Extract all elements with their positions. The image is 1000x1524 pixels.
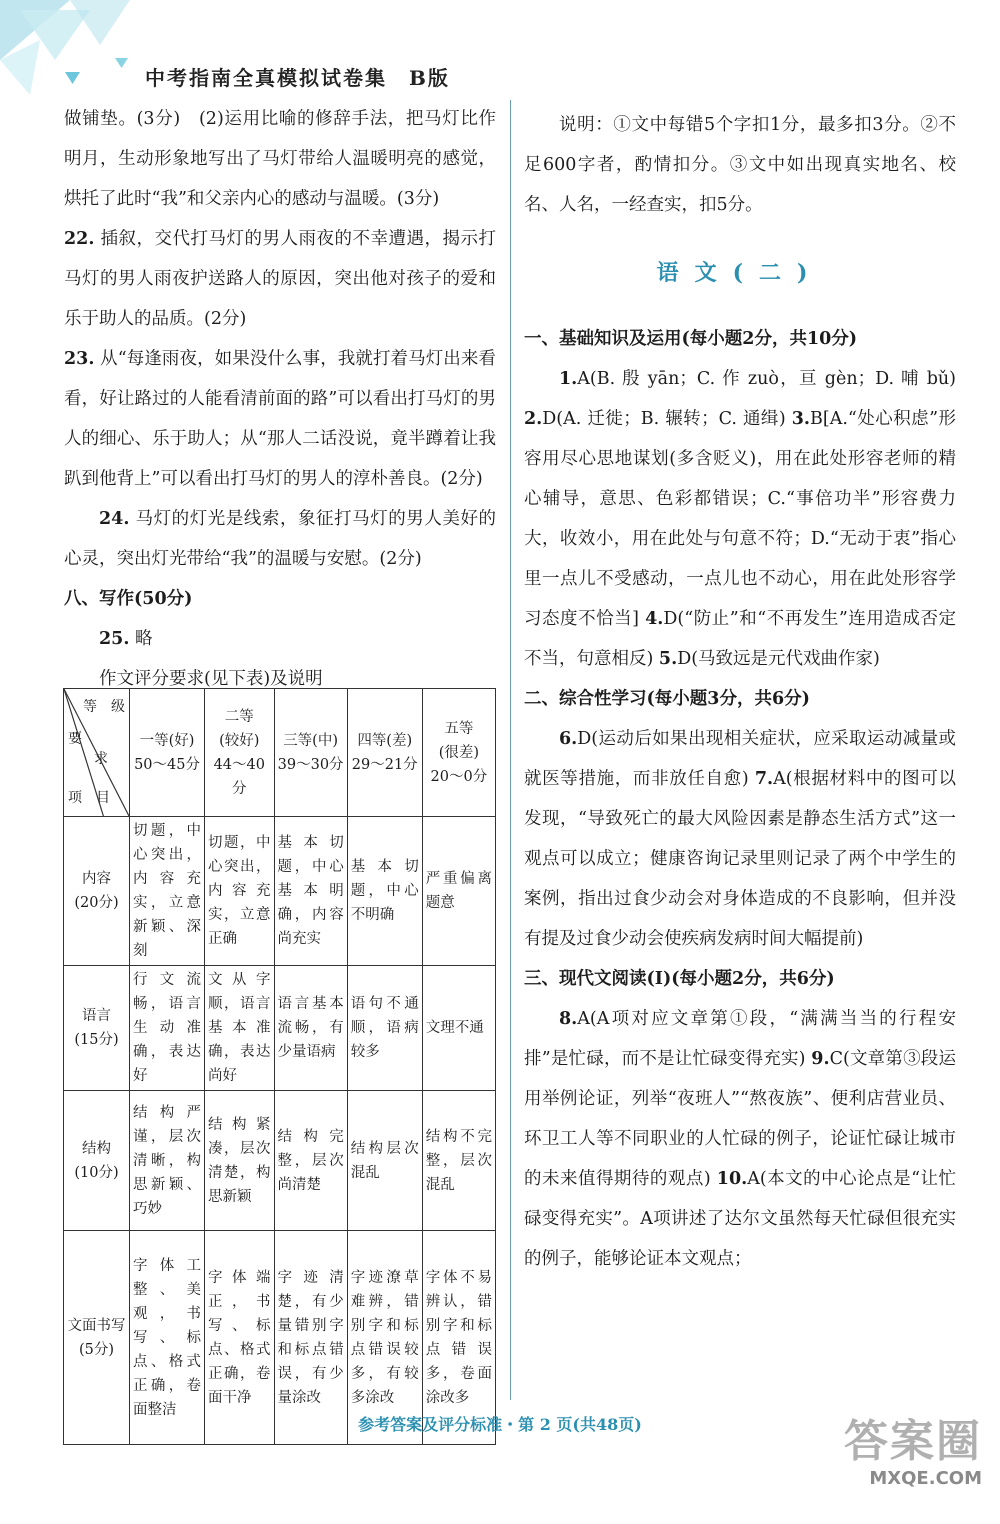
column-divider: [510, 100, 511, 1400]
answer-text: 略: [135, 629, 153, 649]
answer-text: 插叙，交代打马灯的男人雨夜的不幸遭遇，揭示打马灯的男人雨夜护送路人的原因，突出他对孩子的爱和乐于助人的品质。(2分): [64, 229, 496, 329]
watermark-text: 答案圈: [844, 1416, 982, 1467]
answer-text: 从“每逢雨夜，如果没什么事，我就打着马灯出来看看，好让路过的人能看清前面的路”可以看出打马灯的男人的细心、乐于助人；从“那人二话没说，竟半蹲着让我趴到他背上”可以看出打马灯的男人的淳朴善良。(2分): [64, 349, 496, 489]
section-subtitle: 语文(二): [656, 260, 824, 286]
grade-header-text: 四等(差) 29～21分: [351, 732, 418, 773]
answer-text: A(根据材料中的图可以发现，“导致死亡的最大风险因素是静态生活方式”这一观点可以成立；健康咨询记录里则记录了两个中学生的案例，指出过食少动会对身体造成的不良影响，但并没有提及过食少动会使疾病发病时间大幅提前): [524, 769, 956, 949]
question-number: 23.: [64, 349, 95, 369]
question-number: 22.: [64, 229, 95, 249]
answer-text: D(运动后如果出现相关症状，应采取运动减量或就医等措施，而非放任自愈): [524, 729, 956, 789]
table-cell: 结构严谨，层次清晰，构思新颖、巧妙: [130, 1091, 205, 1231]
grade-header-4: [347, 689, 422, 817]
grade-header-1: [130, 689, 205, 817]
decorative-triangles: [0, 0, 200, 110]
table-cell: 字迹清楚，有少量错别字和标点错误，有少量涂改: [274, 1231, 347, 1445]
grade-header-text: 二等 (较好) 44～40分: [213, 708, 265, 797]
question-number: 3.: [791, 409, 810, 429]
corner-label-req2: 求: [94, 751, 108, 767]
table-cell: 结构紧凑，层次清楚，构思新颖: [205, 1091, 274, 1231]
answer-text: A(B. 殷 yān；C. 作 zuò，亘 gèn；D. 哺 bǔ): [577, 369, 956, 389]
question-number: 6.: [559, 729, 578, 749]
answer-text: A(本文的中心论点是“让忙碌变得充实”。A项讲述了达尔文虽然每天忙碌但很充实的例子，能够论证本文观点；: [524, 1169, 956, 1269]
section-heading-reading: 三、现代文阅读(Ⅰ)(每小题2分，共6分): [524, 969, 835, 989]
watermark-url: MXQE.COM: [869, 1468, 982, 1489]
essay-scoring-table: [63, 688, 496, 1445]
table-cell: 严重偏离题意: [422, 817, 495, 966]
answer-25: [64, 619, 496, 659]
question-number: 24.: [99, 509, 130, 529]
table-row-content: [64, 817, 496, 966]
question-number: 7.: [754, 769, 774, 789]
table-cell: 结构不完整，层次混乱: [422, 1091, 495, 1231]
row-label: 文面书写 (5分): [64, 1231, 130, 1445]
answer-text: D(“防止”和“不再发生”连用造成否定不当，句意相反): [524, 609, 956, 669]
answers-8-10: [524, 999, 956, 1279]
grade-header-3: [274, 689, 347, 817]
question-number: 10.: [716, 1169, 748, 1189]
table-cell: 字迹潦草难辨，错别字和标点错误较多，有较多涂改: [347, 1231, 422, 1445]
corner-label-item: 项 目: [68, 790, 110, 806]
grade-header-2: [205, 689, 274, 817]
grade-header-text: 五等 (很差) 20～0分: [430, 720, 488, 785]
answer-24: [64, 499, 496, 579]
corner-label-level: 等 级: [83, 699, 125, 715]
question-number: 25.: [99, 629, 130, 649]
table-corner-cell: [64, 689, 130, 817]
table-row-language: [64, 966, 496, 1091]
table-cell: 基本切题，中心不明确: [347, 817, 422, 966]
table-cell: 文理不通: [422, 966, 495, 1091]
page-footer: 参考答案及评分标准・第 2 页(共48页): [358, 1415, 642, 1434]
table-cell: 基本切题，中心基本明确，内容尚充实: [274, 817, 347, 966]
essay-deduction-note: 说明：①文中每错5个字扣1分，最多扣3分。②不足600字者，酌情扣分。③文中如出现真实地名、校名、人名，一经查实，扣5分。: [524, 115, 956, 215]
right-column: [524, 105, 956, 1279]
table-cell: 字体不易辨认，错别字和标点错误多，卷面涂改多: [422, 1231, 495, 1445]
answer-text: C(文章第③段运用举例论证，列举“夜班人”“熬夜族”、便利店营业员、环卫工人等不同职业的人忙碌的例子，论证忙碌让城市的未来值得期待的观点): [524, 1049, 956, 1189]
table-cell: 结构完整，层次尚清楚: [274, 1091, 347, 1231]
table-cell: 切题，中心突出，内容充实，立意新颖、深刻: [130, 817, 205, 966]
table-cell: 切题，中心突出，内容充实，立意正确: [205, 817, 274, 966]
answers-6-7: [524, 719, 956, 959]
corner-label-req1: 要: [68, 731, 82, 747]
header-title: 中考指南全真模拟试卷集 B版: [145, 66, 450, 90]
answer-text: D(马致远是元代戏曲作家): [677, 649, 880, 669]
row-label: 内容 (20分): [64, 817, 130, 966]
question-number: 2.: [524, 409, 543, 429]
grade-header-text: 三等(中) 39～30分: [277, 732, 344, 773]
table-cell: 结构层次混乱: [347, 1091, 422, 1231]
table-cell: 字体端正，书写、标点、格式正确，卷面干净: [205, 1231, 274, 1445]
table-cell: 语言基本流畅，有少量语病: [274, 966, 347, 1091]
question-number: 9.: [811, 1049, 830, 1069]
essay-note: 作文评分要求(见下表)及说明: [99, 669, 323, 689]
question-number: 4.: [645, 609, 664, 629]
question-number: 1.: [559, 369, 578, 389]
watermark-logo: [832, 1416, 982, 1506]
table-row-structure: [64, 1091, 496, 1231]
section-heading-writing: 八、写作(50分): [64, 589, 193, 609]
grade-header-5: [422, 689, 495, 817]
answer-text: 马灯的灯光是线索，象征打马灯的男人美好的心灵，突出灯光带给“我”的温暖与安慰。(2分): [64, 509, 496, 569]
answer-paragraph: 做铺垫。(3分) (2)运用比喻的修辞手法，把马灯比作明月，生动形象地写出了马灯带给人温暖明亮的感觉，烘托了此时“我”和父亲内心的感动与温暖。(3分): [64, 109, 496, 209]
question-number: 8.: [559, 1009, 578, 1029]
row-label: 语言 (15分): [64, 966, 130, 1091]
table-cell: 行文流畅，语言生动准确，表达好: [130, 966, 205, 1091]
question-number: 5.: [658, 649, 678, 669]
section-heading-basics: 一、基础知识及运用(每小题2分，共10分): [524, 329, 858, 349]
table-cell: 字体工整、美观，书写、标点、格式正确，卷面整洁: [130, 1231, 205, 1445]
row-label: 结构 (10分): [64, 1091, 130, 1231]
left-column: [64, 99, 496, 699]
answer-text: A(A项对应文章第①段，“满满当当的行程安排”是忙碌，而不是让忙碌变得充实): [524, 1009, 956, 1069]
grade-header-text: 一等(好) 50～45分: [134, 732, 200, 773]
answer-23: [64, 339, 496, 499]
section-heading-comprehensive: 二、综合性学习(每小题3分，共6分): [524, 689, 810, 709]
answer-text: D(A. 迁徙；B. 辗转；C. 通缉): [542, 409, 786, 429]
answers-1-5: [524, 359, 956, 679]
answer-22: [64, 219, 496, 339]
answer-text: B[A.“处心积虑”形容用尽心思地谋划(多含贬义)，用在此处形容老师的精心辅导，意思、色彩都错误；C.“事倍功半”形容费力大，收效小，用在此处与句意不符；D.“无动于衷”指心里一点儿不受感动，一点儿也不动心，用在此处形容学习态度不恰当]: [524, 409, 956, 629]
table-cell: 文从字顺，语言基本准确，表达尚好: [205, 966, 274, 1091]
table-header-row: [64, 689, 496, 817]
table-cell: 语句不通顺，语病较多: [347, 966, 422, 1091]
